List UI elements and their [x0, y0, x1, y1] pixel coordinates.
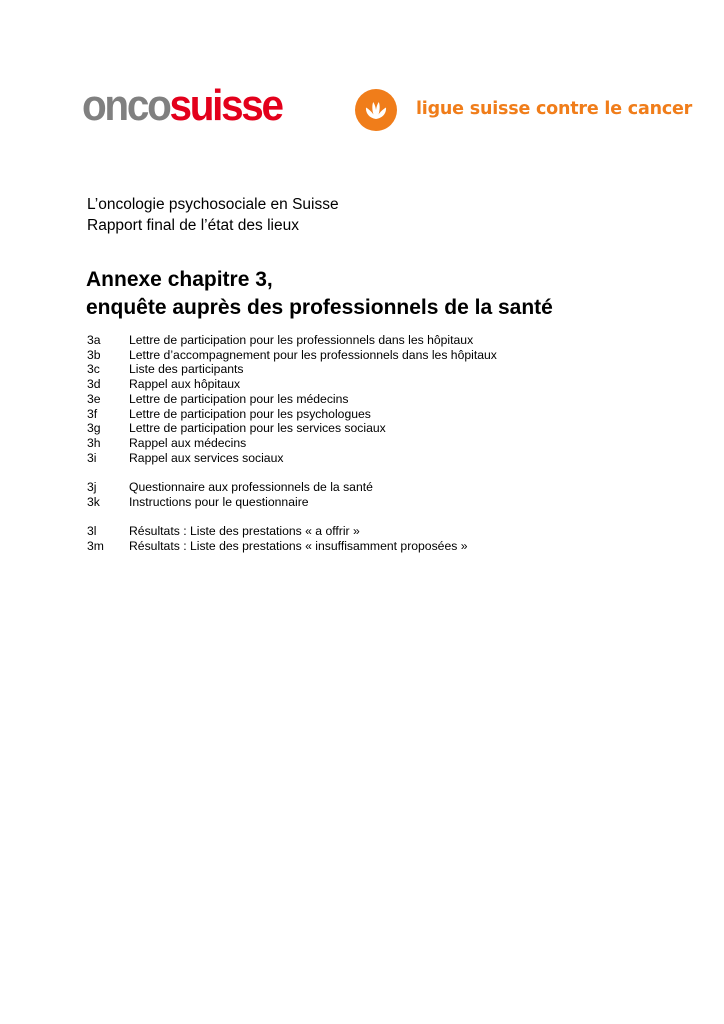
annex-title: Rappel aux services sociaux: [129, 450, 284, 465]
annex-group-questionnaire: [87, 480, 687, 509]
annex-title: Lettre de participation pour les médecins: [129, 391, 349, 406]
annex-code: 3d: [87, 377, 101, 392]
subtitle-line-1: L’oncologie psychosociale en Suisse: [87, 196, 339, 213]
annex-title: Rappel aux médecins: [129, 435, 247, 450]
annex-list: [87, 333, 687, 568]
heading-line-2: enquête auprès des professionnels de la santé: [86, 296, 553, 319]
annex-item: [87, 392, 687, 407]
annex-item: [87, 407, 687, 422]
annex-item: [87, 539, 687, 554]
annex-title: Lettre de participation pour les psychologues: [129, 406, 371, 421]
annex-item: [87, 451, 687, 466]
annex-title: Lettre d’accompagnement pour les professionnels dans les hôpitaux: [129, 347, 497, 362]
subtitle-line-2: Rapport final de l’état des lieux: [87, 217, 299, 234]
annex-code: 3g: [87, 421, 101, 436]
annex-item: [87, 421, 687, 436]
annex-code: 3i: [87, 450, 97, 465]
annex-code: 3c: [87, 362, 100, 377]
annex-item: [87, 495, 687, 510]
annex-code: 3h: [87, 435, 101, 450]
annex-item: [87, 377, 687, 392]
annex-title: Résultats : Liste des prestations « insuffisamment proposées »: [129, 538, 468, 553]
document-subtitle: [87, 194, 339, 236]
annex-title: Lettre de participation pour les services sociaux: [129, 421, 386, 436]
annex-title: Liste des participants: [129, 362, 244, 377]
annex-item: [87, 348, 687, 363]
annex-code: 3m: [87, 538, 104, 553]
oncosuisse-logo-onco: onco: [82, 81, 170, 130]
annex-item: [87, 480, 687, 495]
annex-code: 3e: [87, 391, 101, 406]
ligue-logo-icon: [355, 89, 397, 131]
annex-title: Questionnaire aux professionnels de la santé: [129, 480, 373, 495]
annex-code: 3b: [87, 347, 101, 362]
annex-code: 3l: [87, 524, 97, 539]
heading-line-1: Annexe chapitre 3,: [86, 268, 273, 291]
annex-title: Instructions pour le questionnaire: [129, 494, 309, 509]
annex-code: 3a: [87, 333, 101, 347]
annex-code: 3k: [87, 494, 100, 509]
ligue-logo-text: ligue suisse contre le cancer: [416, 99, 693, 119]
annex-item: [87, 333, 687, 348]
annex-item: [87, 524, 687, 539]
annex-title: Résultats : Liste des prestations « a offrir »: [129, 524, 360, 539]
annex-item: [87, 436, 687, 451]
annex-title: Rappel aux hôpitaux: [129, 377, 241, 392]
oncosuisse-logo-suisse: suisse: [169, 81, 282, 130]
annex-item: [87, 362, 687, 377]
oncosuisse-logo: [82, 81, 282, 130]
annex-group-letters: [87, 333, 687, 465]
annex-code: 3j: [87, 480, 97, 495]
annex-title: Lettre de participation pour les professionnels dans les hôpitaux: [129, 333, 474, 347]
annex-code: 3f: [87, 406, 98, 421]
annex-group-results: [87, 524, 687, 553]
document-heading: [86, 266, 553, 322]
